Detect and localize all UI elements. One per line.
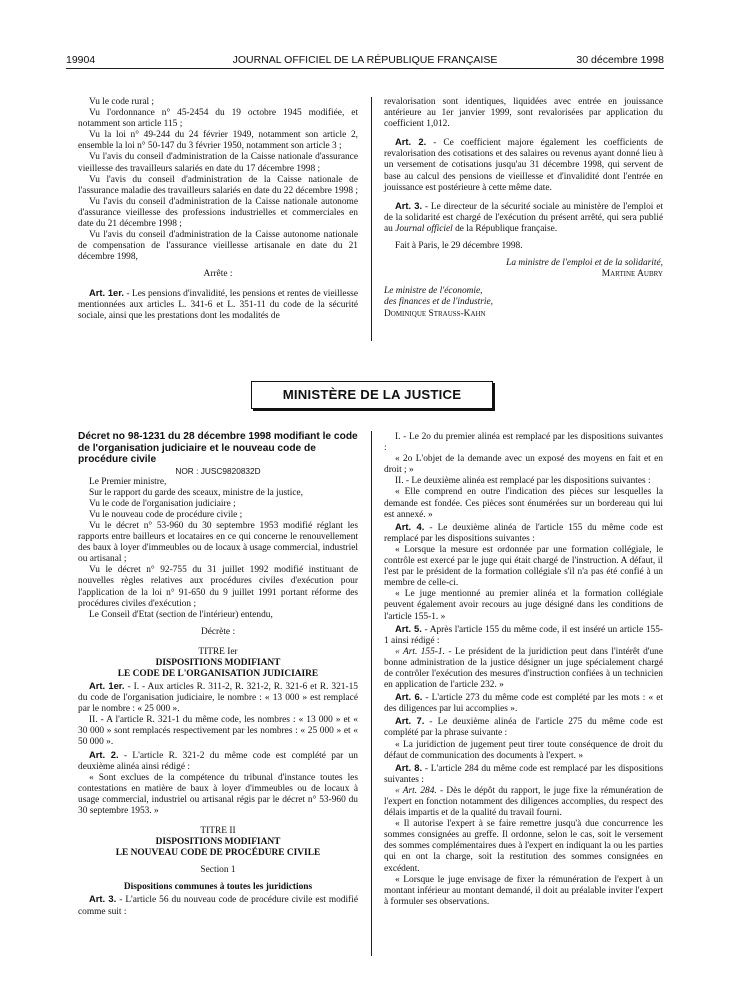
top-left-column [78, 97, 358, 322]
article-label: Art. 2. [395, 136, 427, 148]
top-right-column [384, 97, 663, 320]
article-284 [384, 786, 663, 819]
article-text: - Dès le dépôt du rapport, le juge fixe la rémunération de l'expert en fonction notamment des diligences accomplies, du respect des délais impartis et de la qualité du travail fourni. [384, 785, 663, 819]
titre-2: TITRE II [200, 826, 236, 837]
article-8 [384, 762, 663, 786]
signatory-title: des finances et de l'industrie, [384, 297, 494, 308]
article-6 [384, 691, 663, 715]
article-text: - L'article 273 du même code est complété par les mots : « et des diligences par lui accomplies ». [384, 693, 663, 715]
article-text: - Après l'article 155 du même code, il est inséré un article 155-1 ainsi rédigé : [384, 624, 664, 646]
column-divider-top [371, 97, 372, 341]
article-ref: « Art. 155-1. [395, 646, 445, 657]
decree-left-column [78, 431, 358, 918]
article-label: Art. 8. [395, 761, 423, 773]
article-1-ii: II. - A l'article R. 321-1 du même code, les nombres : « 13 000 » et « 30 000 » sont remplacés respectivement par les nombres : « 25 000 » et « 50 000 ». [78, 715, 358, 748]
article-label: Art. 1er. [89, 286, 124, 298]
journal-name: Journal officiel [395, 223, 453, 234]
article-2-quote: « Sont exclues de la compétence du tribunal d'instance toutes les contestations en matière de baux à loyer d'immeubles ou de locaux à usage commercial, industriel ou artisanal régis par le décret n° 53-960 du 30 septembre 1953. » [78, 772, 358, 817]
article-1 [78, 287, 358, 322]
article-label: Art. 7. [395, 715, 425, 727]
visa: Vu l'avis du conseil d'administration de la Caisse nationale d'assurance vieillesse des travailleurs salariés en date du 17 décembre 1998 ; [78, 152, 358, 174]
titre-2-heading: DISPOSITIONS MODIFIANT [155, 837, 281, 848]
article-text: - Les pensions d'invalidité, les pensions et rentes de vieillesse mentionnées aux articles L. 341-6 et L. 351-11 du code de la sécurité sociale, ainsi que les prestations dont les modalités de [78, 288, 358, 321]
signatory-2-title [384, 286, 663, 297]
article-ref: « Art. 284. [395, 785, 437, 796]
article-text: de la République française. [452, 223, 558, 234]
article-text: - Ce coefficient majore également les coefficients de revalorisation des cotisations et des salaires ou revenus ayant donné lieu à un versement de cotisations jusqu'au 31 décembre 1998, qui servent de base au calcul des pensions de vieillesse et d'invalidité dont l'entrée en jouissance est postérieure à cette même date. [384, 138, 664, 193]
issue-date: 30 décembre 1998 [576, 54, 664, 66]
section-title-text: Dispositions communes à toutes les juridictions [123, 882, 313, 893]
intro-line: Le Premier ministre, [89, 476, 167, 487]
paragraph: « La juridiction de jugement peut tirer toute conséquence de droit du défaut de communication des documents à l'expert. » [384, 739, 663, 761]
article-4 [384, 521, 663, 545]
signatory-1-title [384, 258, 663, 269]
article-7 [384, 715, 663, 739]
titre-1-heading: DISPOSITIONS MODIFIANT [155, 658, 281, 668]
journal-title: JOURNAL OFFICIEL DE LA RÉPUBLIQUE FRANÇAISE [232, 54, 498, 66]
intro-line: Sur le rapport du garde des sceaux, ministre de la justice, [89, 487, 303, 498]
nor-reference: NOR : JUSC9820832D [175, 465, 261, 476]
paragraph: « Elle comprend en outre l'indication des pièces sur lesquelles la demande est fondée. Ces pièces sont énumérées sur un bordereau qui lui est annexé. » [384, 487, 663, 520]
section-title [78, 882, 358, 893]
signature-date: Fait à Paris, le 29 décembre 1998. [395, 241, 523, 252]
article-text: - L'article 56 du nouveau code de procédure civile est modifié comme suit : [78, 895, 358, 917]
decrete-heading: Décrète : [200, 626, 236, 637]
article-label: Art. 6. [395, 691, 423, 703]
article-2 [384, 136, 663, 193]
page-number: 19904 [66, 54, 96, 66]
intro-line: Vu le nouveau code de procédure civile ; [89, 509, 243, 520]
page-header [66, 54, 664, 68]
visa: Vu l'avis du conseil d'administration de la Caisse autonome nationale de compensation de l'assurance vieillesse artisanale en date du 21 décembre 1998, [78, 230, 358, 263]
paragraph: « Le juge mentionné au premier alinéa et la formation collégiale peuvent également avoir recours au juge désigné dans les conditions de l'article 155-1. » [384, 589, 663, 622]
article-text: - L'article 284 du même code est remplacé par les dispositions suivantes : [384, 763, 663, 785]
header-rule [66, 68, 664, 69]
visa: Vu l'avis du conseil d'administration de la Caisse nationale autonome d'assurance vieillesse des professions industrielles et commerciales en date du 21 décembre 1998 ; [78, 196, 358, 230]
article-text: - Le président de la juridiction peut dans l'intérêt d'une bonne administration de la justice désigner un juge spécialement chargé de contrôler l'exécution des mesures d'instruction confiées à un technicien en application de l'article 232. » [384, 646, 663, 691]
article-label: Art. 3. [395, 199, 423, 211]
article-155-1 [384, 647, 663, 691]
article-text: - I. - Aux articles R. 311-2, R. 321-2, R. 321-6 et R. 321-15 du code de l'organisation judiciaire, le nombre : « 13 000 » est remplacé par le nombre : « 25 000 ». [78, 682, 358, 715]
article-1 [78, 680, 358, 715]
article-label: Art. 4. [395, 520, 425, 532]
article-text: - Le deuxième alinéa de l'article 155 du même code est remplacé par les dispositions suivantes : [384, 522, 663, 544]
signatory-2-title-2 [384, 297, 663, 308]
intro-line: Vu le décret n° 53-960 du 30 septembre 1953 modifié réglant les rapports entre bailleurs et locataires en ce qui concerne le renouvellement des baux à loyer d'immeubles ou de locaux à usage commercial, industriel ou artisanal ; [78, 520, 358, 565]
visa: Vu l'avis du conseil d'administration de la Caisse nationale de l'assurance maladie des travailleurs salariés en date du 22 décembre 1998 ; [78, 174, 358, 196]
article-3 [384, 200, 663, 235]
titre-1-heading-2: LE CODE DE L'ORGANISATION JUDICIAIRE [117, 669, 319, 679]
titre-2-heading-2: LE NOUVEAU CODE DE PROCÉDURE CIVILE [115, 848, 321, 859]
visa: Vu le code rural ; [89, 97, 155, 107]
continuation-text: revalorisation sont identiques, liquidées avec entrée en jouissance antérieure au 1er janvier 1999, sont revalorisées par application du coefficient 1,012. [384, 97, 663, 130]
article-label: Art. 1er. [89, 680, 125, 691]
signatory-title: La ministre de l'emploi et de la solidarité, [506, 258, 663, 269]
article-label: Art. 3. [89, 893, 117, 905]
visa: Vu l'ordonnance n° 45-2454 du 19 octobre 1945 modifiée, et notamment son article 115 ; [78, 108, 358, 130]
article-label: Art. 5. [395, 622, 422, 634]
titre-1: TITRE Ier [198, 646, 238, 657]
signatory-2-name: Dominique Strauss-Kahn [384, 308, 486, 319]
paragraph: « 2o L'objet de la demande avec un exposé des moyens en fait et en droit ; » [384, 454, 663, 476]
article-text: - Le directeur de la sécurité sociale au ministère de l'emploi et de la solidarité est chargé de l'exécution du présent arrêté, qui sera publié au [384, 201, 663, 234]
visa: Vu la loi n° 49-244 du 24 février 1949, notamment son article 2, ensemble la loi n° 50-147 du 3 février 1950, notamment son article 3 ; [78, 130, 358, 152]
article-label: Art. 2. [89, 748, 119, 760]
section-number: Section 1 [200, 865, 236, 876]
decree-title: Décret no 98-1231 du 28 décembre 1998 modifiant le code de l'organisation judiciaire et le nouveau code de procédure civile [78, 431, 358, 465]
article-text: - Le deuxième alinéa de l'article 275 du même code est complété par la phrase suivante : [384, 717, 663, 739]
article-text: - L'article R. 321-2 du même code est complété par un deuxième alinéa ainsi rédigé : [78, 750, 358, 772]
intro-line: Le Conseil d'Etat (section de l'intérieur) entendu, [89, 609, 273, 620]
decree-right-column [384, 432, 663, 908]
paragraph: « Il autorise l'expert à se faire remettre jusqu'à due concurrence les sommes consignées au greffe. Il ordonne, selon le cas, soit le versement des sommes complémentaires dues à l'expert en indiquant la ou les parties qui en ont la charge, soit la restitution des sommes consignées en excédent. [384, 819, 663, 874]
arrete-heading: Arrête : [203, 269, 233, 280]
paragraph: « Lorsque la mesure est ordonnée par une formation collégiale, le contrôle est exercé par le juge qui était chargé de l'instruction. A défaut, il l'est par le président de la formation collégiale s'il n'a pas été confié à un membre de celle-ci. [384, 544, 663, 589]
ministry-banner: MINISTÈRE DE LA JUSTICE [251, 381, 493, 409]
article-3 [78, 893, 358, 917]
paragraph: « Lorsque le juge envisage de fixer la rémunération de l'expert à un montant inférieur au montant demandé, il doit au préalable inviter l'expert à formuler ses observations. [384, 874, 663, 907]
paragraph: I. - Le 2o du premier alinéa est remplacé par les dispositions suivantes : [384, 432, 663, 454]
article-2 [78, 749, 358, 773]
article-5 [384, 623, 663, 647]
signatory-1-name: Martine Aubry [601, 269, 663, 280]
paragraph: II. - Le deuxième alinéa est remplacé par les dispositions suivantes : [395, 476, 651, 487]
intro-line: Vu le décret n° 92-755 du 31 juillet 1992 modifié instituant de nouvelles règles relatives aux procédures civiles d'exécution pour l'application de la loi n° 91-650 du 9 juillet 1991 portant réforme des procédures civiles d'exécution ; [78, 565, 358, 609]
intro-line: Vu le code de l'organisation judiciaire ; [89, 498, 236, 509]
column-divider-bottom [371, 431, 372, 956]
signatory-title: Le ministre de l'économie, [384, 286, 483, 297]
